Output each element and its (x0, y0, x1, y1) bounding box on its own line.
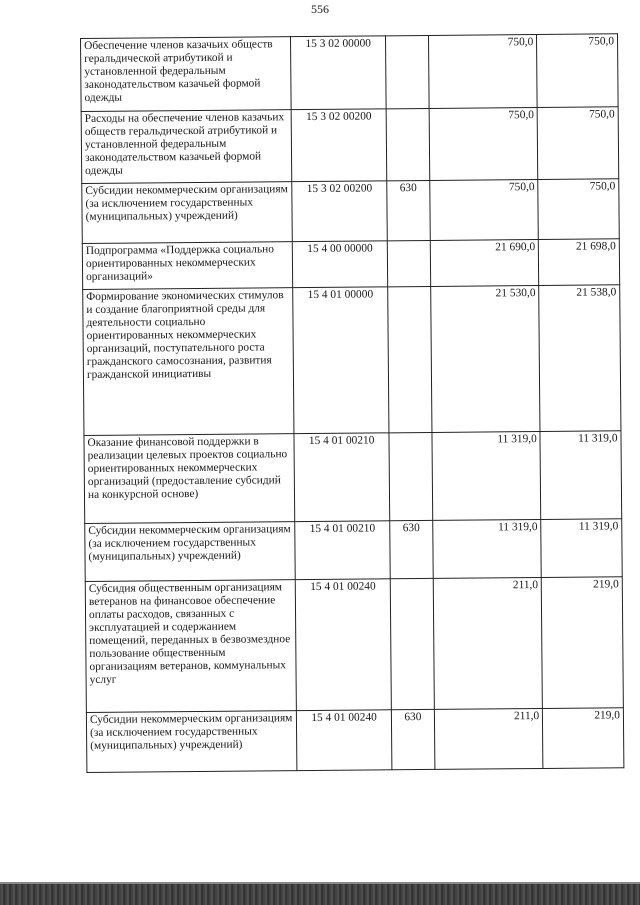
row-value-2: 21 698,0 (539, 239, 620, 286)
row-code: 15 3 02 00000 (291, 36, 387, 110)
row-kind: 630 (392, 709, 435, 769)
row-kind (389, 432, 432, 520)
row-kind (388, 286, 432, 432)
row-value-1: 211,0 (433, 577, 543, 709)
budget-table (80, 33, 624, 773)
row-name: Подпрограмма «Поддержка социально ориентированных некоммерческих организаций» (82, 242, 292, 290)
row-name: Субсидии некоммерческим организациям (за исключением государственных (муниципальных) учреждений) (86, 711, 297, 773)
row-code: 15 4 01 00210 (294, 433, 390, 522)
page-number: 556 (311, 2, 329, 16)
row-value-1: 750,0 (429, 108, 538, 181)
row-value-1: 211,0 (434, 708, 543, 769)
row-name: Расходы на обеспечение членов казачьих обществ геральдической атрибутикой и установленной федеральным законодательством казачьей формой одежды (81, 110, 292, 184)
row-value-1: 21 690,0 (430, 240, 539, 287)
row-code: 15 4 01 00000 (293, 287, 389, 434)
row-value-2: 750,0 (537, 34, 618, 108)
table-row (83, 285, 621, 436)
scan-border (0, 884, 640, 905)
table-row (81, 34, 619, 112)
row-kind (388, 240, 431, 286)
row-kind (390, 578, 434, 709)
row-name: Субсидии некоммерческим организациям (за исключением государственных (муниципальных) учреждений) (82, 182, 293, 244)
table-row (85, 577, 623, 713)
row-kind: 630 (387, 180, 430, 240)
row-value-2: 219,0 (542, 577, 624, 709)
row-code: 15 4 01 00240 (295, 579, 391, 711)
table-row (82, 239, 619, 290)
row-value-2: 750,0 (537, 107, 618, 180)
row-kind: 630 (390, 520, 433, 578)
table-row (84, 431, 622, 524)
row-value-1: 11 319,0 (432, 431, 541, 520)
row-value-2: 21 538,0 (539, 285, 621, 432)
row-code: 15 3 02 00200 (291, 109, 387, 182)
row-code: 15 3 02 00200 (292, 181, 388, 242)
row-value-1: 11 319,0 (432, 519, 541, 578)
row-name: Оказание финансовой поддержки в реализации целевых проектов социально ориентированных некоммерческих организаций (предоставление субсидий на конкурсной основе) (84, 434, 295, 524)
row-name: Субсидия общественным организациям ветеранов на финансовое обеспечение оплаты расходов, связанных с эксплуатацией и содержанием помещений, переданных в безвозмездное пользование общественным организациям ветеранов, коммунальных услуг (85, 580, 296, 713)
row-kind (386, 35, 429, 108)
row-value-2: 11 319,0 (541, 519, 622, 578)
row-code: 15 4 01 00240 (296, 710, 392, 771)
row-value-1: 750,0 (428, 35, 537, 109)
table-row (81, 107, 619, 184)
row-code: 15 4 00 00000 (292, 241, 388, 288)
row-name: Формирование экономических стимулов и создание благоприятной среды для деятельности социально ориентированных некоммерческих организаций, поступательного роста гражданского самосознания, развития гражданской инициативы (83, 288, 294, 436)
row-value-1: 750,0 (429, 180, 538, 241)
table-row (85, 519, 622, 582)
table-row (86, 708, 624, 773)
row-value-2: 11 319,0 (540, 431, 621, 520)
row-name: Обеспечение членов казачьих обществ геральдической атрибутикой и установленной федеральным законодательством казачьей формой одежды (81, 37, 292, 112)
row-name: Субсидии некоммерческим организациям (за исключением государственных (муниципальных) учреждений) (85, 522, 296, 582)
row-value-1: 21 530,0 (430, 286, 540, 433)
table-row (82, 179, 620, 244)
row-code: 15 4 01 00210 (295, 521, 391, 580)
row-value-2: 219,0 (543, 708, 624, 769)
row-value-2: 750,0 (538, 179, 619, 240)
row-kind (386, 108, 429, 180)
